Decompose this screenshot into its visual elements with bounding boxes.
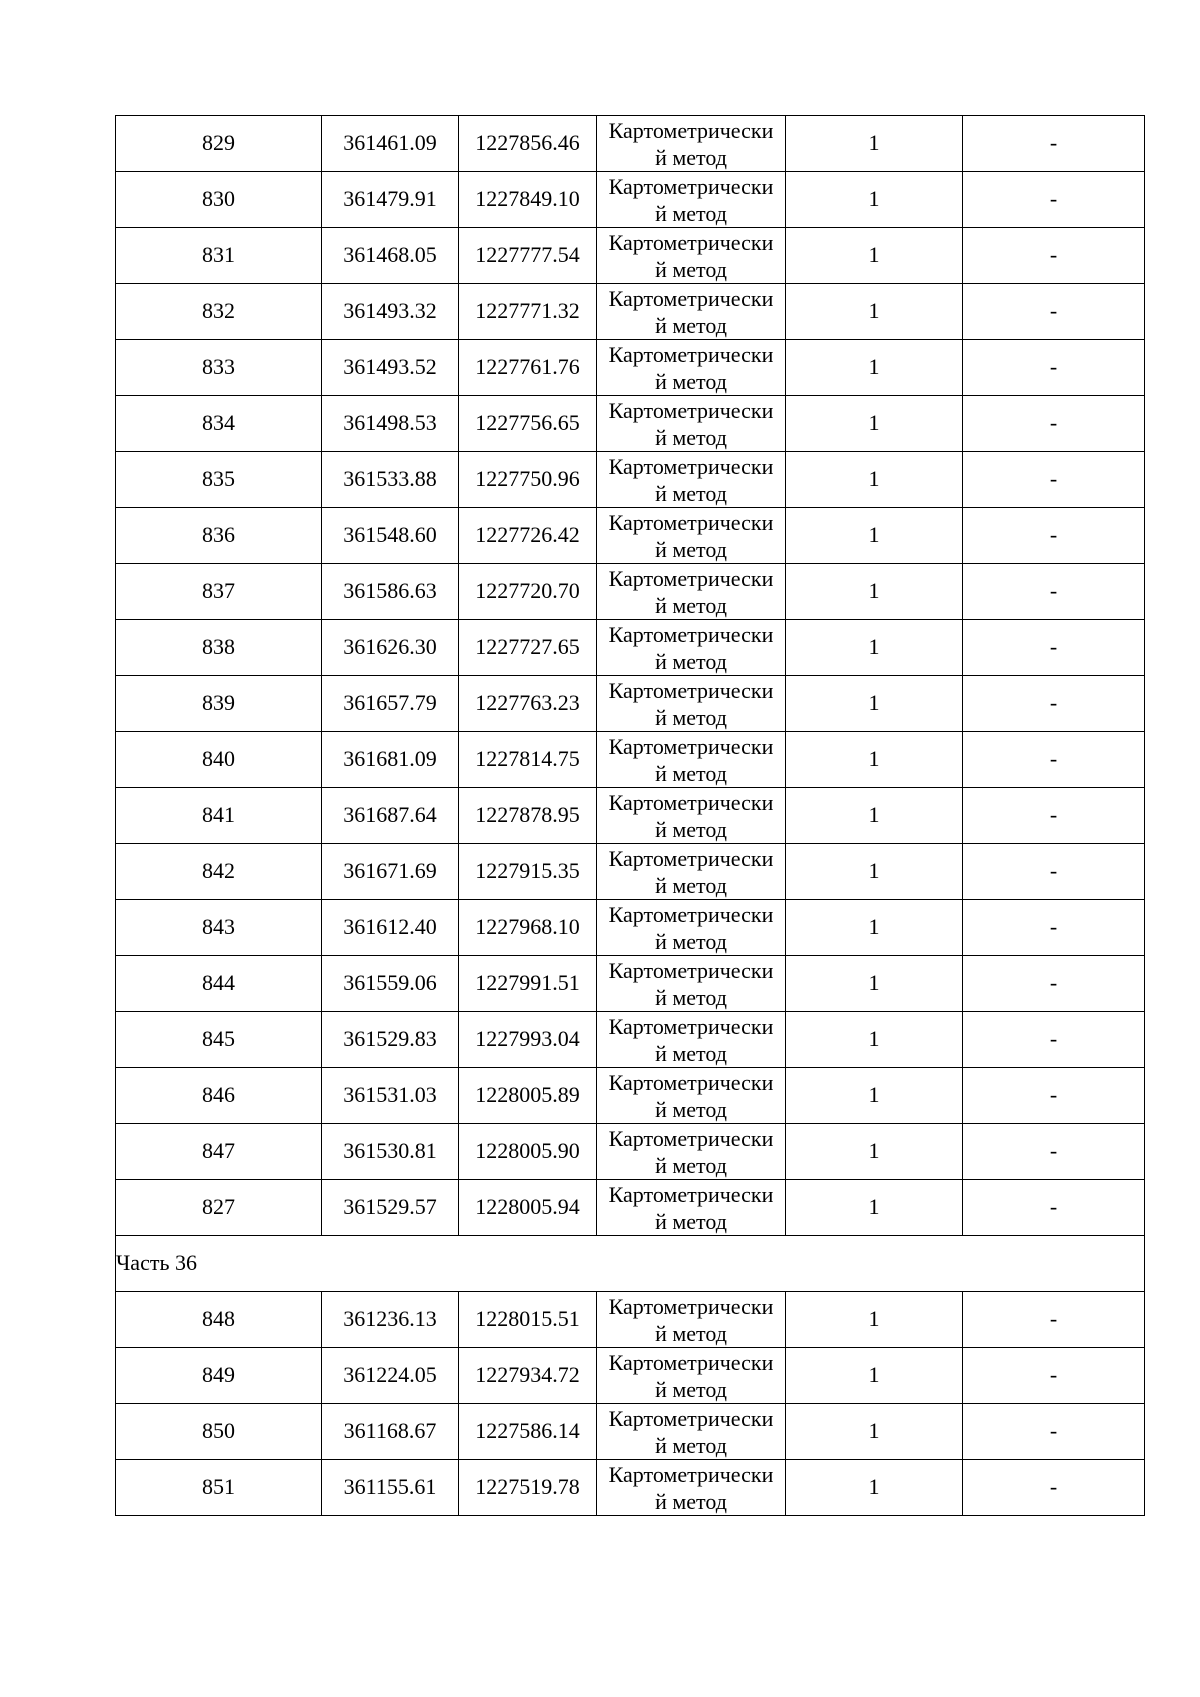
x-coordinate-cell: 361468.05 [322, 228, 459, 284]
description-cell: - [963, 676, 1145, 732]
x-coordinate-cell: 361498.53 [322, 396, 459, 452]
description-cell: - [963, 900, 1145, 956]
method-line-1: Картометрически [608, 1349, 774, 1375]
method-line-2: й метод [655, 1376, 727, 1402]
x-coordinate-cell: 361168.67 [322, 1404, 459, 1460]
accuracy-cell: 1 [786, 956, 963, 1012]
y-coordinate-cell: 1227934.72 [459, 1348, 597, 1404]
method-cell [597, 1292, 786, 1348]
table-row [116, 900, 1145, 956]
point-number-cell: 831 [116, 228, 322, 284]
method-line-2: й метод [655, 536, 727, 562]
method-line-2: й метод [655, 928, 727, 954]
table-row [116, 956, 1145, 1012]
accuracy-cell: 1 [786, 788, 963, 844]
point-number-cell: 836 [116, 508, 322, 564]
x-coordinate-cell: 361461.09 [322, 116, 459, 172]
x-coordinate-cell: 361533.88 [322, 452, 459, 508]
y-coordinate-cell: 1227750.96 [459, 452, 597, 508]
method-line-2: й метод [655, 592, 727, 618]
method-line-2: й метод [655, 480, 727, 506]
point-number-cell: 843 [116, 900, 322, 956]
x-coordinate-cell: 361155.61 [322, 1460, 459, 1516]
accuracy-cell: 1 [786, 172, 963, 228]
accuracy-cell: 1 [786, 620, 963, 676]
method-line-1: Картометрически [608, 789, 774, 815]
description-cell: - [963, 452, 1145, 508]
table-row [116, 732, 1145, 788]
y-coordinate-cell: 1227777.54 [459, 228, 597, 284]
method-line-2: й метод [655, 984, 727, 1010]
method-cell [597, 452, 786, 508]
method-line-2: й метод [655, 872, 727, 898]
table-row [116, 116, 1145, 172]
method-cell [597, 1348, 786, 1404]
table-row [116, 1012, 1145, 1068]
method-cell [597, 620, 786, 676]
method-line-1: Картометрически [608, 733, 774, 759]
table-row [116, 284, 1145, 340]
table-row [116, 1404, 1145, 1460]
method-line-1: Картометрически [608, 285, 774, 311]
y-coordinate-cell: 1227849.10 [459, 172, 597, 228]
y-coordinate-cell: 1227756.65 [459, 396, 597, 452]
x-coordinate-cell: 361657.79 [322, 676, 459, 732]
point-number-cell: 850 [116, 1404, 322, 1460]
method-cell [597, 676, 786, 732]
section-label: Часть 36 [116, 1236, 1145, 1292]
accuracy-cell: 1 [786, 116, 963, 172]
table-row [116, 172, 1145, 228]
method-line-2: й метод [655, 816, 727, 842]
y-coordinate-cell: 1228005.94 [459, 1180, 597, 1236]
x-coordinate-cell: 361493.32 [322, 284, 459, 340]
point-number-cell: 827 [116, 1180, 322, 1236]
x-coordinate-cell: 361586.63 [322, 564, 459, 620]
point-number-cell: 851 [116, 1460, 322, 1516]
y-coordinate-cell: 1227968.10 [459, 900, 597, 956]
description-cell: - [963, 340, 1145, 396]
y-coordinate-cell: 1227993.04 [459, 1012, 597, 1068]
description-cell: - [963, 956, 1145, 1012]
table-row [116, 340, 1145, 396]
method-line-1: Картометрически [608, 1013, 774, 1039]
method-line-1: Картометрически [608, 621, 774, 647]
method-line-1: Картометрически [608, 565, 774, 591]
y-coordinate-cell: 1228005.90 [459, 1124, 597, 1180]
x-coordinate-cell: 361612.40 [322, 900, 459, 956]
x-coordinate-cell: 361236.13 [322, 1292, 459, 1348]
table-row [116, 1460, 1145, 1516]
method-line-2: й метод [655, 648, 727, 674]
table-row [116, 1068, 1145, 1124]
y-coordinate-cell: 1227771.32 [459, 284, 597, 340]
table-row [116, 396, 1145, 452]
y-coordinate-cell: 1227915.35 [459, 844, 597, 900]
method-cell [597, 1180, 786, 1236]
description-cell: - [963, 1404, 1145, 1460]
description-cell: - [963, 844, 1145, 900]
accuracy-cell: 1 [786, 452, 963, 508]
description-cell: - [963, 1180, 1145, 1236]
y-coordinate-cell: 1227878.95 [459, 788, 597, 844]
method-line-2: й метод [655, 1432, 727, 1458]
accuracy-cell: 1 [786, 1124, 963, 1180]
y-coordinate-cell: 1227991.51 [459, 956, 597, 1012]
method-cell [597, 116, 786, 172]
coordinates-table [115, 115, 1145, 1516]
description-cell: - [963, 1460, 1145, 1516]
description-cell: - [963, 284, 1145, 340]
method-cell [597, 340, 786, 396]
method-cell [597, 1460, 786, 1516]
method-line-1: Картометрически [608, 173, 774, 199]
point-number-cell: 844 [116, 956, 322, 1012]
table-row [116, 676, 1145, 732]
point-number-cell: 835 [116, 452, 322, 508]
method-line-1: Картометрически [608, 397, 774, 423]
method-line-1: Картометрически [608, 117, 774, 143]
method-cell [597, 900, 786, 956]
method-line-1: Картометрически [608, 677, 774, 703]
table-row [116, 1180, 1145, 1236]
point-number-cell: 845 [116, 1012, 322, 1068]
point-number-cell: 838 [116, 620, 322, 676]
table-row [116, 844, 1145, 900]
y-coordinate-cell: 1227856.46 [459, 116, 597, 172]
point-number-cell: 832 [116, 284, 322, 340]
accuracy-cell: 1 [786, 508, 963, 564]
point-number-cell: 829 [116, 116, 322, 172]
accuracy-cell: 1 [786, 1404, 963, 1460]
table-row [116, 1124, 1145, 1180]
method-line-2: й метод [655, 1096, 727, 1122]
method-line-1: Картометрически [608, 1125, 774, 1151]
y-coordinate-cell: 1227814.75 [459, 732, 597, 788]
method-cell [597, 732, 786, 788]
method-cell [597, 508, 786, 564]
x-coordinate-cell: 361529.57 [322, 1180, 459, 1236]
method-line-1: Картометрически [608, 1069, 774, 1095]
x-coordinate-cell: 361479.91 [322, 172, 459, 228]
y-coordinate-cell: 1227763.23 [459, 676, 597, 732]
accuracy-cell: 1 [786, 900, 963, 956]
method-line-2: й метод [655, 1320, 727, 1346]
description-cell: - [963, 396, 1145, 452]
point-number-cell: 837 [116, 564, 322, 620]
accuracy-cell: 1 [786, 676, 963, 732]
accuracy-cell: 1 [786, 844, 963, 900]
description-cell: - [963, 1124, 1145, 1180]
x-coordinate-cell: 361681.09 [322, 732, 459, 788]
method-line-1: Картометрически [608, 901, 774, 927]
point-number-cell: 841 [116, 788, 322, 844]
method-line-1: Картометрически [608, 1293, 774, 1319]
method-line-1: Картометрически [608, 957, 774, 983]
accuracy-cell: 1 [786, 1180, 963, 1236]
method-line-2: й метод [655, 760, 727, 786]
description-cell: - [963, 116, 1145, 172]
method-cell [597, 172, 786, 228]
method-cell [597, 1012, 786, 1068]
accuracy-cell: 1 [786, 284, 963, 340]
y-coordinate-cell: 1227586.14 [459, 1404, 597, 1460]
method-line-1: Картометрически [608, 1461, 774, 1487]
point-number-cell: 834 [116, 396, 322, 452]
x-coordinate-cell: 361493.52 [322, 340, 459, 396]
table-row [116, 620, 1145, 676]
method-cell [597, 844, 786, 900]
description-cell: - [963, 620, 1145, 676]
method-line-2: й метод [655, 368, 727, 394]
method-line-2: й метод [655, 1208, 727, 1234]
method-line-1: Картометрически [608, 229, 774, 255]
description-cell: - [963, 788, 1145, 844]
method-line-2: й метод [655, 704, 727, 730]
x-coordinate-cell: 361559.06 [322, 956, 459, 1012]
x-coordinate-cell: 361626.30 [322, 620, 459, 676]
point-number-cell: 847 [116, 1124, 322, 1180]
method-line-2: й метод [655, 256, 727, 282]
method-line-2: й метод [655, 312, 727, 338]
table-row [116, 1292, 1145, 1348]
accuracy-cell: 1 [786, 1292, 963, 1348]
table-row [116, 564, 1145, 620]
table-row [116, 452, 1145, 508]
method-cell [597, 788, 786, 844]
section-row [116, 1236, 1145, 1292]
method-line-2: й метод [655, 1488, 727, 1514]
accuracy-cell: 1 [786, 228, 963, 284]
method-line-2: й метод [655, 200, 727, 226]
description-cell: - [963, 1068, 1145, 1124]
point-number-cell: 849 [116, 1348, 322, 1404]
y-coordinate-cell: 1228005.89 [459, 1068, 597, 1124]
method-cell [597, 284, 786, 340]
x-coordinate-cell: 361531.03 [322, 1068, 459, 1124]
y-coordinate-cell: 1227519.78 [459, 1460, 597, 1516]
point-number-cell: 846 [116, 1068, 322, 1124]
method-line-2: й метод [655, 424, 727, 450]
method-cell [597, 956, 786, 1012]
method-cell [597, 564, 786, 620]
method-line-2: й метод [655, 1040, 727, 1066]
x-coordinate-cell: 361671.69 [322, 844, 459, 900]
y-coordinate-cell: 1227726.42 [459, 508, 597, 564]
accuracy-cell: 1 [786, 340, 963, 396]
description-cell: - [963, 172, 1145, 228]
accuracy-cell: 1 [786, 1460, 963, 1516]
method-line-1: Картометрически [608, 509, 774, 535]
x-coordinate-cell: 361548.60 [322, 508, 459, 564]
accuracy-cell: 1 [786, 1012, 963, 1068]
x-coordinate-cell: 361530.81 [322, 1124, 459, 1180]
method-line-1: Картометрически [608, 341, 774, 367]
method-cell [597, 396, 786, 452]
description-cell: - [963, 1348, 1145, 1404]
y-coordinate-cell: 1227761.76 [459, 340, 597, 396]
y-coordinate-cell: 1228015.51 [459, 1292, 597, 1348]
point-number-cell: 830 [116, 172, 322, 228]
description-cell: - [963, 1012, 1145, 1068]
point-number-cell: 833 [116, 340, 322, 396]
method-line-1: Картометрически [608, 453, 774, 479]
method-cell [597, 228, 786, 284]
description-cell: - [963, 1292, 1145, 1348]
accuracy-cell: 1 [786, 564, 963, 620]
coordinates-table-body [116, 116, 1145, 1516]
table-row [116, 228, 1145, 284]
x-coordinate-cell: 361529.83 [322, 1012, 459, 1068]
point-number-cell: 840 [116, 732, 322, 788]
description-cell: - [963, 228, 1145, 284]
accuracy-cell: 1 [786, 1068, 963, 1124]
point-number-cell: 842 [116, 844, 322, 900]
x-coordinate-cell: 361687.64 [322, 788, 459, 844]
method-cell [597, 1404, 786, 1460]
table-row [116, 1348, 1145, 1404]
description-cell: - [963, 732, 1145, 788]
table-row [116, 788, 1145, 844]
description-cell: - [963, 564, 1145, 620]
description-cell: - [963, 508, 1145, 564]
method-cell [597, 1124, 786, 1180]
y-coordinate-cell: 1227720.70 [459, 564, 597, 620]
x-coordinate-cell: 361224.05 [322, 1348, 459, 1404]
method-line-1: Картометрически [608, 1181, 774, 1207]
accuracy-cell: 1 [786, 396, 963, 452]
y-coordinate-cell: 1227727.65 [459, 620, 597, 676]
method-line-1: Картометрически [608, 1405, 774, 1431]
method-cell [597, 1068, 786, 1124]
method-line-2: й метод [655, 144, 727, 170]
point-number-cell: 848 [116, 1292, 322, 1348]
table-row [116, 508, 1145, 564]
accuracy-cell: 1 [786, 1348, 963, 1404]
method-line-1: Картометрически [608, 845, 774, 871]
point-number-cell: 839 [116, 676, 322, 732]
accuracy-cell: 1 [786, 732, 963, 788]
method-line-2: й метод [655, 1152, 727, 1178]
